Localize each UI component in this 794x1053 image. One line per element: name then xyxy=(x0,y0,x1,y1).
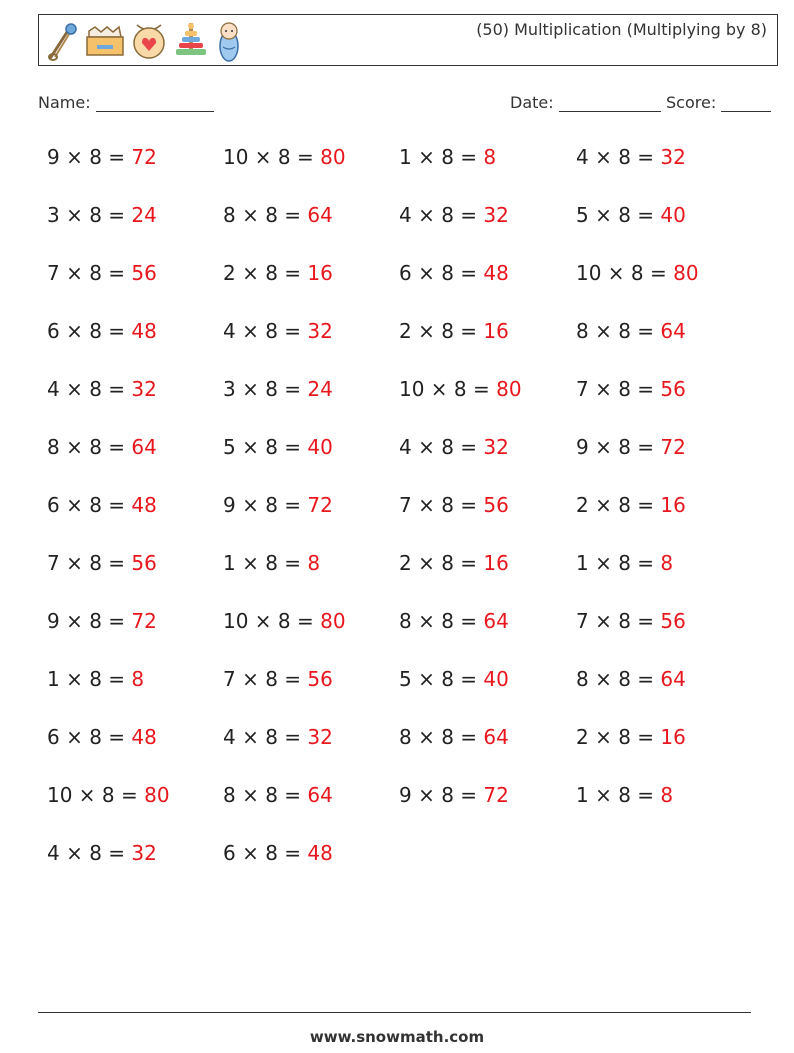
problem-cell xyxy=(47,841,157,865)
footer-site: www.snowmath.com xyxy=(309,1028,485,1046)
name-label: Name: xyxy=(38,93,91,112)
problem-answer: 56 xyxy=(660,377,686,401)
problem-question: 10 × 8 = xyxy=(223,145,321,169)
problem-answer: 16 xyxy=(483,551,509,575)
problem-cell xyxy=(399,551,509,575)
problem-cell xyxy=(399,493,509,517)
problem-cell xyxy=(223,783,333,807)
problem-question: 6 × 8 = xyxy=(47,319,132,343)
problem-cell xyxy=(399,609,509,633)
problem-cell xyxy=(399,725,509,749)
problem-cell xyxy=(576,435,686,459)
problem-answer: 64 xyxy=(307,783,333,807)
problem-question: 4 × 8 = xyxy=(47,841,132,865)
problem-cell xyxy=(47,319,157,343)
problem-cell xyxy=(47,551,157,575)
problem-question: 10 × 8 = xyxy=(399,377,497,401)
footer-divider xyxy=(38,1012,751,1013)
problem-answer: 72 xyxy=(660,435,686,459)
problem-question: 2 × 8 = xyxy=(576,725,661,749)
problem-question: 8 × 8 = xyxy=(399,725,484,749)
problem-answer: 16 xyxy=(307,261,333,285)
problem-answer: 56 xyxy=(131,551,157,575)
problem-question: 2 × 8 = xyxy=(399,551,484,575)
problem-answer: 24 xyxy=(307,377,333,401)
date-label: Date: xyxy=(510,93,554,112)
problem-question: 1 × 8 = xyxy=(223,551,308,575)
tissue-box-icon xyxy=(85,23,125,59)
problem-question: 2 × 8 = xyxy=(399,319,484,343)
problem-question: 1 × 8 = xyxy=(576,551,661,575)
problem-cell xyxy=(47,261,157,285)
problem-cell xyxy=(576,319,686,343)
stacking-rings-icon xyxy=(173,21,209,61)
problem-cell xyxy=(223,261,333,285)
problem-answer: 32 xyxy=(660,145,686,169)
problem-question: 6 × 8 = xyxy=(47,725,132,749)
problem-question: 8 × 8 = xyxy=(576,667,661,691)
problem-question: 9 × 8 = xyxy=(47,145,132,169)
problem-answer: 64 xyxy=(483,725,509,749)
problem-cell xyxy=(399,435,509,459)
problem-answer: 72 xyxy=(307,493,333,517)
problem-cell xyxy=(223,609,346,633)
problem-cell xyxy=(576,783,673,807)
problem-cell xyxy=(576,261,699,285)
problem-cell xyxy=(223,493,333,517)
problem-question: 1 × 8 = xyxy=(576,783,661,807)
problem-cell xyxy=(399,319,509,343)
problem-answer: 8 xyxy=(483,145,497,169)
problem-cell xyxy=(47,609,157,633)
name-field xyxy=(38,93,214,112)
problem-cell xyxy=(223,319,333,343)
problem-question: 8 × 8 = xyxy=(47,435,132,459)
date-field xyxy=(510,93,661,112)
problem-answer: 64 xyxy=(307,203,333,227)
problem-cell xyxy=(399,377,522,401)
header-icons xyxy=(45,19,243,63)
problem-cell xyxy=(223,667,333,691)
problem-answer: 48 xyxy=(131,319,157,343)
score-line xyxy=(721,95,771,112)
problem-cell xyxy=(399,203,509,227)
problem-question: 6 × 8 = xyxy=(47,493,132,517)
problem-question: 7 × 8 = xyxy=(576,609,661,633)
problem-answer: 8 xyxy=(660,783,674,807)
problem-cell xyxy=(47,783,170,807)
problem-question: 7 × 8 = xyxy=(399,493,484,517)
problem-answer: 56 xyxy=(483,493,509,517)
problem-cell xyxy=(223,203,333,227)
problem-cell xyxy=(576,377,686,401)
problem-question: 6 × 8 = xyxy=(399,261,484,285)
problem-cell xyxy=(47,145,157,169)
score-label: Score: xyxy=(666,93,717,112)
problem-answer: 80 xyxy=(496,377,522,401)
problem-answer: 24 xyxy=(131,203,157,227)
problem-question: 4 × 8 = xyxy=(399,203,484,227)
problem-answer: 80 xyxy=(144,783,170,807)
problem-cell xyxy=(576,609,686,633)
date-line xyxy=(559,95,661,112)
problem-cell xyxy=(399,145,496,169)
problem-question: 8 × 8 = xyxy=(223,203,308,227)
problem-question: 9 × 8 = xyxy=(576,435,661,459)
problem-answer: 56 xyxy=(307,667,333,691)
problem-question: 4 × 8 = xyxy=(223,725,308,749)
problem-question: 3 × 8 = xyxy=(47,203,132,227)
problem-answer: 40 xyxy=(660,203,686,227)
safety-pin-icon xyxy=(45,21,79,61)
problem-cell xyxy=(576,203,686,227)
problem-answer: 48 xyxy=(307,841,333,865)
problem-question: 1 × 8 = xyxy=(399,145,484,169)
problem-cell xyxy=(47,435,157,459)
problem-question: 2 × 8 = xyxy=(223,261,308,285)
problem-answer: 72 xyxy=(483,783,509,807)
problem-question: 6 × 8 = xyxy=(223,841,308,865)
problem-cell xyxy=(223,435,333,459)
problem-answer: 16 xyxy=(660,493,686,517)
problem-cell xyxy=(223,377,333,401)
problem-cell xyxy=(223,841,333,865)
problem-answer: 16 xyxy=(660,725,686,749)
baby-bib-icon xyxy=(131,21,167,61)
problem-question: 10 × 8 = xyxy=(223,609,321,633)
problem-cell xyxy=(576,493,686,517)
problem-answer: 64 xyxy=(483,609,509,633)
score-field xyxy=(666,93,771,112)
problem-cell xyxy=(223,145,346,169)
problem-cell xyxy=(399,261,509,285)
problem-question: 8 × 8 = xyxy=(223,783,308,807)
problem-question: 10 × 8 = xyxy=(47,783,145,807)
problem-answer: 80 xyxy=(673,261,699,285)
problem-answer: 32 xyxy=(483,435,509,459)
problem-question: 3 × 8 = xyxy=(223,377,308,401)
problem-question: 9 × 8 = xyxy=(223,493,308,517)
problem-answer: 48 xyxy=(483,261,509,285)
problem-cell xyxy=(47,493,157,517)
problem-question: 4 × 8 = xyxy=(399,435,484,459)
problem-answer: 32 xyxy=(131,841,157,865)
problem-answer: 64 xyxy=(131,435,157,459)
problem-question: 8 × 8 = xyxy=(399,609,484,633)
problem-answer: 72 xyxy=(131,609,157,633)
problem-answer: 40 xyxy=(483,667,509,691)
problem-answer: 8 xyxy=(660,551,674,575)
problem-question: 5 × 8 = xyxy=(399,667,484,691)
problem-answer: 80 xyxy=(320,609,346,633)
problem-answer: 32 xyxy=(307,725,333,749)
problem-answer: 72 xyxy=(131,145,157,169)
problem-cell xyxy=(576,667,686,691)
problem-question: 7 × 8 = xyxy=(223,667,308,691)
problem-cell xyxy=(47,667,144,691)
problem-cell xyxy=(47,377,157,401)
problem-cell xyxy=(47,203,157,227)
problem-question: 4 × 8 = xyxy=(223,319,308,343)
problem-answer: 64 xyxy=(660,667,686,691)
problem-answer: 64 xyxy=(660,319,686,343)
problem-answer: 32 xyxy=(483,203,509,227)
problem-answer: 56 xyxy=(660,609,686,633)
problem-cell xyxy=(576,145,686,169)
problem-question: 7 × 8 = xyxy=(47,261,132,285)
problem-answer: 48 xyxy=(131,493,157,517)
problem-cell xyxy=(47,725,157,749)
problem-answer: 8 xyxy=(307,551,321,575)
problem-answer: 32 xyxy=(131,377,157,401)
problem-answer: 80 xyxy=(320,145,346,169)
problem-answer: 16 xyxy=(483,319,509,343)
problem-answer: 48 xyxy=(131,725,157,749)
swaddled-baby-icon xyxy=(215,20,243,62)
problem-question: 8 × 8 = xyxy=(576,319,661,343)
problem-question: 9 × 8 = xyxy=(399,783,484,807)
problem-question: 4 × 8 = xyxy=(576,145,661,169)
problem-question: 7 × 8 = xyxy=(576,377,661,401)
problem-question: 4 × 8 = xyxy=(47,377,132,401)
problem-cell xyxy=(223,551,320,575)
problem-cell xyxy=(223,725,333,749)
problem-answer: 8 xyxy=(131,667,145,691)
problem-question: 5 × 8 = xyxy=(223,435,308,459)
problem-cell xyxy=(399,783,509,807)
problem-question: 2 × 8 = xyxy=(576,493,661,517)
problem-cell xyxy=(576,551,673,575)
problem-question: 9 × 8 = xyxy=(47,609,132,633)
problem-answer: 32 xyxy=(307,319,333,343)
name-line xyxy=(96,95,214,112)
problem-cell xyxy=(576,725,686,749)
problem-answer: 56 xyxy=(131,261,157,285)
problem-question: 10 × 8 = xyxy=(576,261,674,285)
worksheet-title: (50) Multiplication (Multiplying by 8) xyxy=(476,20,767,39)
problem-question: 7 × 8 = xyxy=(47,551,132,575)
problem-question: 5 × 8 = xyxy=(576,203,661,227)
problem-cell xyxy=(399,667,509,691)
worksheet-header xyxy=(38,14,778,66)
problem-answer: 40 xyxy=(307,435,333,459)
problem-question: 1 × 8 = xyxy=(47,667,132,691)
